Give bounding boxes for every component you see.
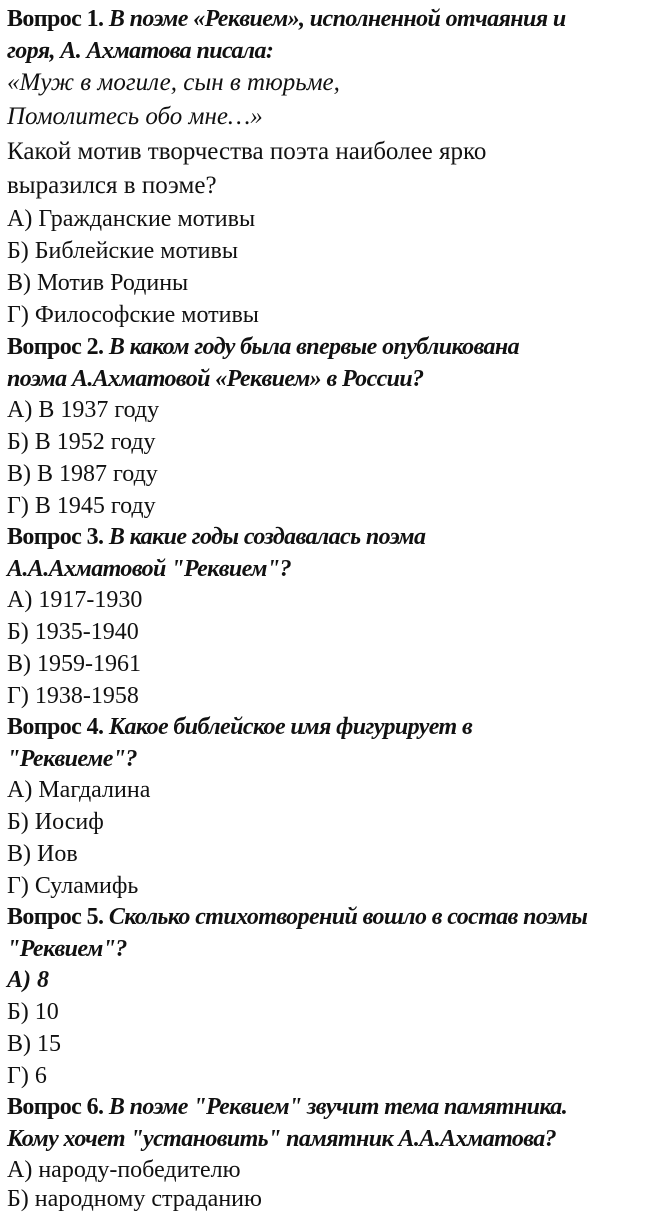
question-4-text-line-1: Какое библейское имя фигурирует в: [103, 714, 473, 740]
question-4-heading: [7, 712, 472, 742]
question-1-heading: [7, 4, 566, 34]
question-1-option-d: Г) Философские мотивы: [7, 302, 259, 328]
question-6-text-line-2: Кому хочет "установить" памятник А.А.Ахматова?: [7, 1126, 557, 1152]
question-3-label: Вопрос 3.: [7, 524, 104, 550]
question-6-option-b: Б) народному страданию: [7, 1186, 262, 1212]
question-1-quote-line-2: Помолитесь обо мне…»: [7, 103, 263, 130]
question-2-option-c: В) В 1987 году: [7, 461, 158, 487]
question-2-option-d: Г) В 1945 году: [7, 493, 156, 519]
question-5-text-line-2: "Реквием"?: [7, 936, 127, 962]
question-3-option-d: Г) 1938-1958: [7, 683, 139, 709]
question-4-option-c: В) Иов: [7, 841, 78, 867]
question-5-option-a: А) 8: [7, 967, 49, 993]
question-1-extra-line-1: Какой мотив творчества поэта наиболее ярко: [7, 138, 487, 165]
question-3-text-line-2: А.А.Ахматовой "Реквием"?: [7, 556, 291, 582]
question-4-option-b: Б) Иосиф: [7, 809, 104, 835]
question-1-option-b: Б) Библейские мотивы: [7, 238, 238, 264]
question-1-text-line-2: горя, А. Ахматова писала:: [7, 38, 274, 64]
question-4-option-d: Г) Суламифь: [7, 873, 139, 899]
question-3-heading: [7, 522, 425, 552]
question-2-option-a: А) В 1937 году: [7, 397, 160, 423]
question-6-option-a: А) народу-победителю: [7, 1157, 241, 1183]
question-5-option-b: Б) 10: [7, 999, 59, 1025]
question-2-text-line-2: поэма А.Ахматовой «Реквием» в России?: [7, 366, 424, 392]
question-2-heading: [7, 332, 519, 362]
question-4-option-a: А) Магдалина: [7, 777, 151, 803]
question-4-text-line-2: "Реквиеме"?: [7, 746, 137, 772]
question-5-text-line-1: Сколько стихотворений вошло в состав поэмы: [103, 904, 588, 930]
question-6-text-line-1: В поэме "Реквием" звучит тема памятника.: [103, 1094, 568, 1120]
question-1-text-line-1: В поэме «Реквием», исполненной отчаяния и: [103, 6, 566, 32]
question-3-text-line-1: В какие годы создавалась поэма: [103, 524, 426, 550]
question-5-option-d: Г) 6: [7, 1063, 47, 1089]
question-3-option-a: А) 1917-1930: [7, 587, 143, 613]
question-4-label: Вопрос 4.: [7, 714, 104, 740]
question-2-option-b: Б) В 1952 году: [7, 429, 156, 455]
question-2-text-line-1: В каком году была впервые опубликована: [103, 334, 520, 360]
question-2-label: Вопрос 2.: [7, 334, 104, 360]
question-1-label: Вопрос 1.: [7, 6, 104, 32]
question-1-quote-line-1: «Муж в могиле, сын в тюрьме,: [7, 69, 340, 96]
question-5-option-c: В) 15: [7, 1031, 61, 1057]
question-3-option-b: Б) 1935-1940: [7, 619, 139, 645]
question-5-heading: [7, 902, 587, 932]
question-6-heading: [7, 1092, 567, 1122]
question-5-label: Вопрос 5.: [7, 904, 104, 930]
question-1-option-a: А) Гражданские мотивы: [7, 206, 256, 232]
question-1-option-c: В) Мотив Родины: [7, 270, 189, 296]
question-1-extra-line-2: выразился в поэме?: [7, 172, 217, 199]
question-3-option-c: В) 1959-1961: [7, 651, 141, 677]
question-6-label: Вопрос 6.: [7, 1094, 104, 1120]
